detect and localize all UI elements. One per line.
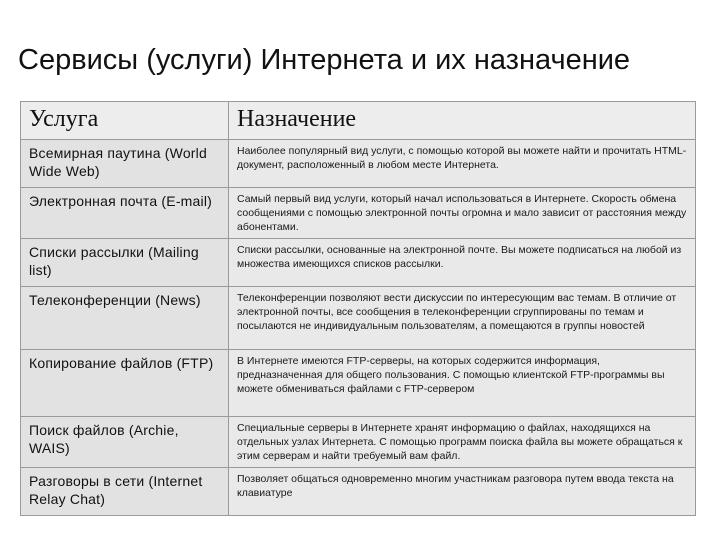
service-name: Телеконференции (News): [21, 287, 229, 350]
service-purpose: Наиболее популярный вид услуги, с помощью которой вы можете найти и прочитать HTML-документ, расположенный в любом месте Интернета.: [229, 140, 696, 188]
header-purpose: Назначение: [229, 102, 696, 140]
table-row: [21, 239, 696, 287]
service-purpose: В Интернете имеются FTP-серверы, на которых содержится информация, предназначенная для общего пользования. С помощью клиентской FTP-программы вы можете обмениваться файлами с FTP-сервером: [229, 350, 696, 417]
service-purpose: Позволяет общаться одновременно многим участникам разговора путем ввода текста на клавиатуре: [229, 468, 696, 516]
service-name: Всемирная паутина (World Wide Web): [21, 140, 229, 188]
table-header-row: [21, 102, 696, 140]
table-row: [21, 188, 696, 239]
service-name: Разговоры в сети (Internet Relay Chat): [21, 468, 229, 516]
service-purpose: Телеконференции позволяют вести дискуссии по интересующим вас темам. В отличие от электронной почты, все сообщения в телеконференции сгруппированы по темам и посылаются не индивидуальным пользователям, а помещаются в группы новостей: [229, 287, 696, 350]
service-name: Электронная почта (E-mail): [21, 188, 229, 239]
table-row: [21, 140, 696, 188]
service-purpose: Специальные серверы в Интернете хранят информацию о файлах, находящихся на отдельных узлах Интернета. С помощью программ поиска файла вы можете обращаться к этим серверам и найти требуемый вам файл.: [229, 417, 696, 468]
service-purpose: Самый первый вид услуги, который начал использоваться в Интернете. Скорость обмена сообщениями с помощью электронной почты огромна и мало зависит от расстояния между абонентами.: [229, 188, 696, 239]
service-name: Поиск файлов (Archie, WAIS): [21, 417, 229, 468]
table-row: [21, 417, 696, 468]
service-name: Копирование файлов (FTP): [21, 350, 229, 417]
service-name: Списки рассылки (Mailing list): [21, 239, 229, 287]
page-title: Сервисы (услуги) Интернета и их назначение: [18, 44, 631, 76]
header-service: Услуга: [21, 102, 229, 140]
services-table: [20, 101, 696, 516]
table-row: [21, 350, 696, 417]
table-row: [21, 287, 696, 350]
service-purpose: Списки рассылки, основанные на электронной почте. Вы можете подписаться на любой из множества имеющихся списков рассылки.: [229, 239, 696, 287]
table-row: [21, 468, 696, 516]
